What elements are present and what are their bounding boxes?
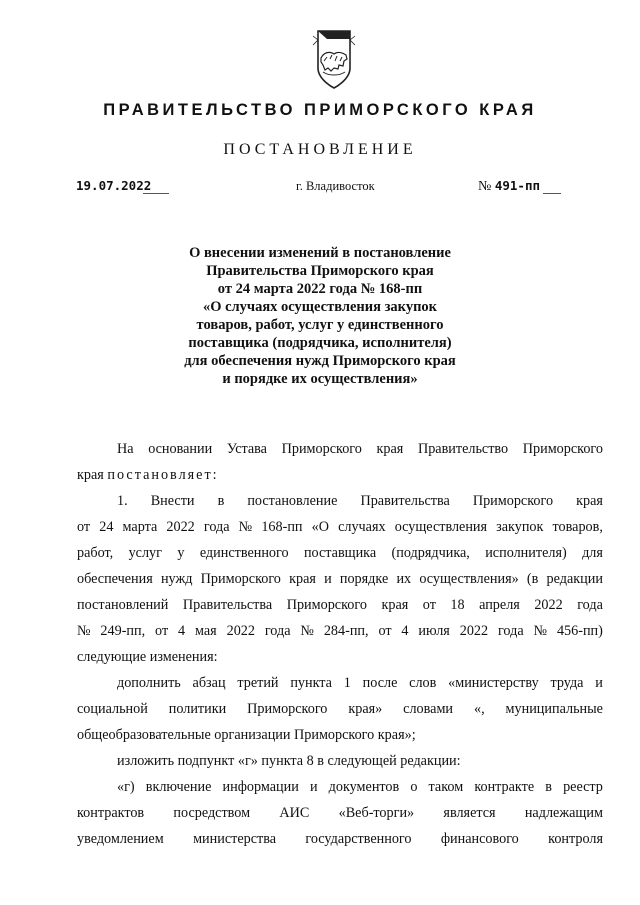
body-word: края (289, 571, 316, 587)
body-word: основании (148, 441, 213, 457)
body-word: Приморского (472, 493, 554, 509)
body-word: о (410, 779, 418, 795)
body-line (77, 618, 603, 644)
body-word: закупок (496, 519, 544, 535)
body-word: края (576, 493, 603, 509)
body-word: Приморского (281, 441, 362, 457)
body-word: словами (403, 701, 454, 717)
body-word: года (497, 623, 524, 639)
body-word: социальной (77, 701, 148, 717)
body-word: документов (328, 779, 400, 795)
body-word: исполнителя) (485, 545, 567, 561)
body-word: министерства (193, 831, 277, 847)
body-word: и (324, 571, 332, 587)
body-word: края» (348, 701, 383, 717)
body-word: после (362, 675, 398, 691)
body-word: нужд (160, 571, 193, 587)
body-word: июля (418, 623, 450, 639)
body-word: № (238, 519, 253, 535)
body-line (77, 566, 603, 592)
body-word: таком (428, 779, 464, 795)
body-word: № (77, 623, 91, 639)
body-word: АИС (279, 805, 310, 821)
body-word: контракте (474, 779, 535, 795)
body-word: «министерству (448, 675, 539, 691)
body-word: в (545, 779, 552, 795)
body-word: (в (526, 571, 539, 587)
body-word: Приморского (200, 571, 281, 587)
body-word: «, (473, 701, 485, 717)
body-word: края (376, 441, 404, 457)
body-word: посредством (173, 805, 251, 821)
body-word: надлежащим (524, 805, 603, 821)
body-word: и (595, 675, 603, 691)
body-word: государственного (305, 831, 412, 847)
body-word: края (381, 597, 409, 613)
subject-line: «О случаях осуществления закупок (202, 299, 438, 315)
body-line: изложить подпункт «г» пункта 8 в следующей редакции: (117, 753, 461, 769)
document-number (478, 178, 540, 195)
body-word: 2022 (459, 623, 489, 639)
body-word: осуществления» (419, 571, 519, 587)
document-body (77, 436, 603, 852)
body-line: следующие изменения: (77, 649, 218, 665)
subject-line: О внесении изменений в постановление (189, 245, 451, 261)
body-word: от (155, 623, 169, 639)
body-word: 4 (178, 623, 186, 639)
body-word: абзац (192, 675, 226, 691)
body-word: порядке (339, 571, 389, 587)
body-word: 249-пп, (100, 623, 146, 639)
body-word: единственного (199, 545, 289, 561)
body-word: осуществления (394, 519, 488, 535)
body-line (77, 592, 603, 618)
subject-line: товаров, работ, услуг у единственного (196, 317, 444, 333)
body-line (77, 488, 603, 514)
body-line: общеобразовательные организации Приморского края»; (77, 727, 416, 743)
body-word: 284-пп, (323, 623, 369, 639)
body-line (77, 670, 603, 696)
body-word: уведомлением (77, 831, 164, 847)
body-line (77, 540, 603, 566)
body-word: от (77, 519, 91, 535)
primorsky-krai-coat-of-arms-icon (309, 28, 359, 92)
document-type: ПОСТАНОВЛЕНИЕ (223, 141, 417, 158)
body-word: Приморского (247, 701, 328, 717)
body-word: «О (311, 519, 329, 535)
body-word: апреля (479, 597, 520, 613)
body-word: третий (237, 675, 279, 691)
body-line (77, 696, 603, 722)
body-word: (подрядчика, (391, 545, 470, 561)
body-word: от (422, 597, 436, 613)
body-word: информации (222, 779, 299, 795)
body-word: 18 (450, 597, 465, 613)
number-underline (543, 193, 561, 194)
document-city: г. Владивосток (296, 179, 375, 193)
subject-line: и порядке их осуществления» (222, 371, 418, 387)
body-word: труда (550, 675, 584, 691)
body-word: 2022 (166, 519, 195, 535)
body-word: № (533, 623, 548, 639)
body-word: пункта (290, 675, 332, 691)
body-word: муниципальные (505, 701, 603, 717)
body-line (77, 774, 603, 800)
body-word: мая (195, 623, 217, 639)
body-line (77, 436, 603, 462)
body-line (77, 826, 603, 852)
body-word: года (203, 519, 230, 535)
government-title: ПРАВИТЕЛЬСТВО ПРИМОРСКОГО КРАЯ (103, 101, 537, 119)
body-word: у (177, 545, 185, 561)
body-word: года (577, 597, 603, 613)
body-word: постановлений (77, 597, 169, 613)
body-word: постановление (247, 493, 338, 509)
body-word: 168-пп (261, 519, 303, 535)
document-date: 19.07.2022 (76, 178, 152, 193)
body-word: марта (122, 519, 158, 535)
subject-line: Правительства Приморского края (206, 263, 434, 279)
body-word: Правительства (182, 597, 273, 613)
body-line (77, 514, 603, 540)
body-word: для (582, 545, 603, 561)
body-word: слов (409, 675, 437, 691)
body-word: включение (145, 779, 212, 795)
subject-line: поставщика (подрядчика, исполнителя) (188, 335, 452, 351)
body-word: случаях (338, 519, 386, 535)
body-word: 2022 (534, 597, 563, 613)
body-word: является (443, 805, 496, 821)
body-line (77, 462, 603, 488)
body-word: от (378, 623, 392, 639)
body-word: Правительства (360, 493, 450, 509)
body-word: работ, (77, 545, 114, 561)
body-word: На (117, 441, 134, 457)
subject-line: для обеспечения нужд Приморского края (184, 353, 456, 369)
body-word: Приморского (286, 597, 367, 613)
body-word: 1. (117, 493, 128, 509)
body-word: и (309, 779, 318, 795)
body-word: товаров, (552, 519, 603, 535)
number-value: 491-пп (494, 178, 541, 193)
body-word: Приморского (522, 441, 603, 457)
body-word: поставщика (303, 545, 377, 561)
body-word: 456-пп) (556, 623, 603, 639)
body-line (77, 800, 603, 826)
body-word: 24 (99, 519, 114, 535)
body-word: услуг (128, 545, 162, 561)
body-word: в (217, 493, 225, 509)
body-word: контрактов (77, 805, 145, 821)
body-word: реестр (563, 779, 603, 795)
body-word: финансового (440, 831, 519, 847)
body-word: Внести (150, 493, 195, 509)
body-word: «г) (117, 779, 135, 795)
body-word: 1 (343, 675, 351, 691)
body-word: редакции (546, 571, 603, 587)
body-word: дополнить (117, 675, 181, 691)
number-sign: № (478, 179, 492, 194)
subject-line: от 24 марта 2022 года № 168-пп (217, 281, 423, 297)
body-word: 2022 (226, 623, 255, 639)
body-word: контроля (548, 831, 603, 847)
body-word: года (264, 623, 291, 639)
body-word: их (396, 571, 412, 587)
body-word: Правительство (417, 441, 509, 457)
body-word: обеспечения (77, 571, 153, 587)
body-word: «Веб-торги» (338, 805, 415, 821)
body-word: № (300, 623, 314, 639)
document-subject (120, 244, 520, 388)
body-word: политики (168, 701, 227, 717)
body-text-fragment: края (77, 467, 108, 483)
body-word: Устава (226, 441, 267, 457)
body-word: 4 (401, 623, 409, 639)
date-underline (143, 193, 169, 194)
resolution-keyword: постановляет: (107, 467, 219, 483)
